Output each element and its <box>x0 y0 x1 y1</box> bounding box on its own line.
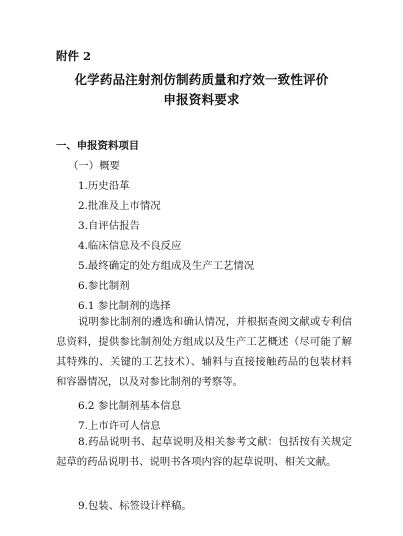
list-item-reference-basic-info: 6.2 参比制剂基本信息 <box>78 400 181 412</box>
list-item-reference-product: 6.参比制剂 <box>78 280 130 292</box>
list-item-formulation: 5.最终确定的处方组成及生产工艺情况 <box>78 260 255 272</box>
section-heading: 一、申报资料项目 <box>56 140 140 152</box>
subsection-heading: （一）概要 <box>68 160 120 172</box>
list-item-reference-selection: 6.1 参比制剂的选择 <box>78 300 171 312</box>
list-item-history: 1.历史沿革 <box>78 180 130 192</box>
list-item-self-assessment: 3.自评估报告 <box>78 220 140 232</box>
list-item-packaging: 9.包装、标签设计样稿。 <box>78 500 192 512</box>
list-item-clinical-info: 4.临床信息及不良反应 <box>78 240 182 252</box>
annex-label: 附件 2 <box>56 49 92 63</box>
list-item-mah-info: 7.上市许可人信息 <box>78 420 161 432</box>
document-title-line-2: 申报资料要求 <box>163 92 240 107</box>
document-title-line-1: 化学药品注射剂仿制药质量和疗效一致性评价 <box>74 72 329 87</box>
list-item-approval: 2.批准及上市情况 <box>78 200 161 212</box>
paragraph-label-documents: 8.药品说明书、起草说明及相关参考文献：包括按有关规定起草的药品说明书、说明书各项内容的起草说明、相关文献。 <box>56 436 352 468</box>
paragraph-reference-selection: 说明参比制剂的遴选和确认情况，并根据查阅文献或专利信息资料，提供参比制剂处方组成以及生产工艺概述（尽可能了解其特殊的、关键的工艺技术）、辅料与直接接触药品的包装材料和容器情况，以及对参比制剂的考察等。 <box>56 316 352 388</box>
